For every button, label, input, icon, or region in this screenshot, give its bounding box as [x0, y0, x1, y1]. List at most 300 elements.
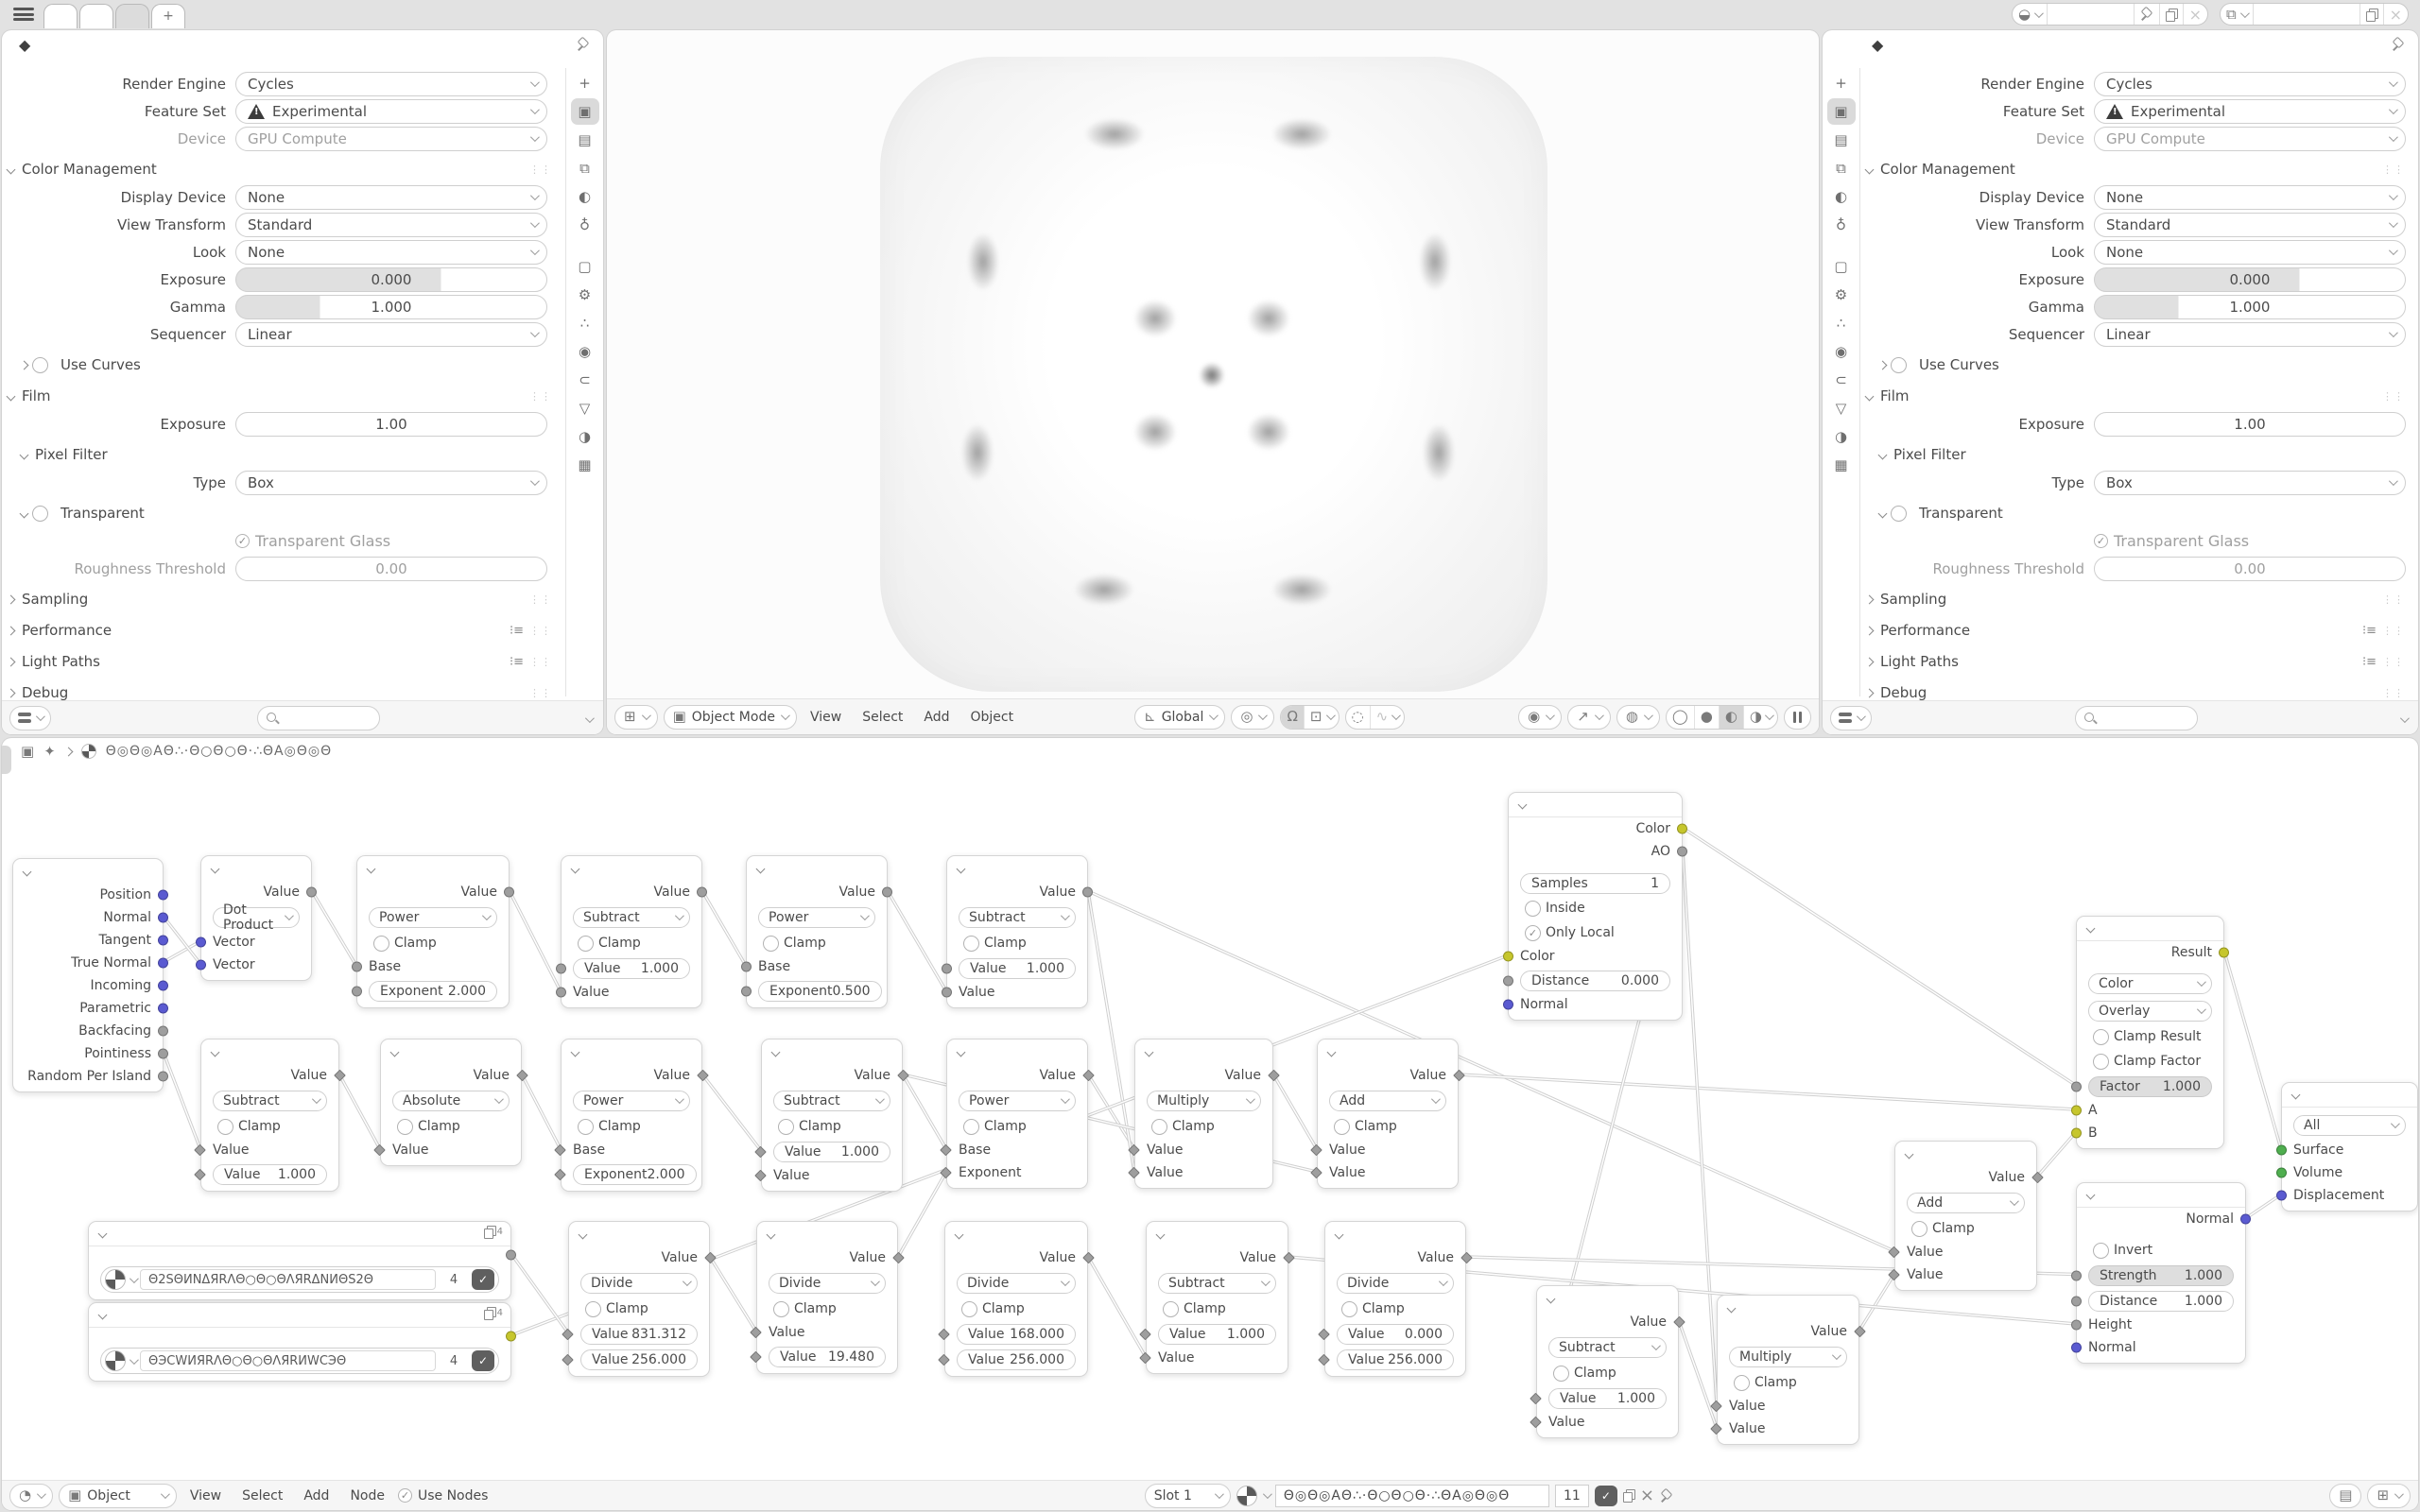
- list-options-icon[interactable]: ⁝≡: [509, 623, 524, 638]
- texture-name-field[interactable]: ΘЭСWИЯRΛΘ○Θ○ΘΛЯRИWСЭΘ: [140, 1350, 436, 1371]
- node-sub2[interactable]: [946, 855, 1088, 1008]
- node-div3[interactable]: [944, 1221, 1088, 1377]
- node-ao[interactable]: [1508, 792, 1683, 1021]
- tab-modifiers-icon[interactable]: ⚙: [1834, 286, 1848, 303]
- workspace-tab-3-active[interactable]: [115, 4, 149, 28]
- tab-object-data-icon[interactable]: ▽: [1835, 400, 1847, 417]
- section-performance[interactable]: [1866, 618, 2418, 643]
- tab-particles-icon[interactable]: ∴: [579, 315, 590, 332]
- node-value-field[interactable]: [959, 958, 1076, 979]
- property-select[interactable]: [2094, 322, 2406, 347]
- section-checkbox[interactable]: [1891, 357, 1907, 373]
- collapse-chevron-icon[interactable]: [771, 1047, 781, 1057]
- transparent-glass-checkbox[interactable]: ✓: [2094, 534, 2108, 548]
- menu-object[interactable]: Object: [970, 709, 1014, 725]
- tab-particles-icon[interactable]: ∴: [1836, 315, 1846, 332]
- socket-out[interactable]: [1677, 847, 1687, 857]
- snap-node-button[interactable]: ▤: [2329, 1484, 2361, 1508]
- collapse-chevron-icon[interactable]: [1156, 1229, 1166, 1239]
- node-header[interactable]: [1325, 1222, 1465, 1246]
- node-checkbox[interactable]: [763, 936, 779, 952]
- node-header[interactable]: [1718, 1296, 1858, 1320]
- node-sub1[interactable]: [561, 855, 702, 1008]
- node-enum-select[interactable]: [2293, 1115, 2406, 1136]
- tab-object-data-icon[interactable]: ▽: [579, 400, 591, 417]
- socket-out[interactable]: [2219, 948, 2229, 958]
- node-add2[interactable]: [1894, 1141, 2037, 1291]
- node-checkbox[interactable]: [585, 1301, 601, 1317]
- material-preview-icon[interactable]: [105, 1350, 126, 1371]
- scene-selector[interactable]: [2012, 3, 2208, 26]
- editor-type-button-shader[interactable]: ◔: [9, 1484, 53, 1508]
- tab-scene-icon[interactable]: ◐: [578, 188, 592, 205]
- node-value-field[interactable]: [369, 981, 497, 1002]
- socket-out[interactable]: [1677, 824, 1687, 834]
- material-browse-icon[interactable]: [1236, 1486, 1257, 1506]
- socket-out[interactable]: [158, 981, 168, 991]
- socket-out[interactable]: [697, 887, 707, 898]
- node-checkbox[interactable]: [373, 936, 389, 952]
- section-debug[interactable]: [8, 680, 565, 700]
- socket-in[interactable]: [2071, 1106, 2082, 1116]
- socket-in[interactable]: [2071, 1296, 2082, 1306]
- node-header[interactable]: [762, 1040, 902, 1064]
- section-transparent[interactable]: [1879, 501, 2418, 525]
- node-header[interactable]: [2077, 917, 2223, 941]
- socket-in[interactable]: [352, 986, 362, 996]
- socket-out[interactable]: [158, 1004, 168, 1014]
- overlays-button[interactable]: ◍: [1616, 705, 1660, 730]
- section-transparent[interactable]: [21, 501, 565, 525]
- collapse-chevron-icon[interactable]: [955, 1229, 964, 1239]
- node-enum-select[interactable]: [213, 902, 300, 933]
- snap-magnet-icon[interactable]: Ω: [1281, 706, 1304, 729]
- node-header[interactable]: [1147, 1222, 1288, 1246]
- property-select[interactable]: [235, 185, 547, 210]
- menu-select[interactable]: Select: [242, 1487, 284, 1503]
- node-header[interactable]: [13, 859, 163, 884]
- transparent-glass-checkbox[interactable]: ✓: [235, 534, 250, 548]
- tab-view-layer-icon[interactable]: ⧉: [1836, 160, 1846, 177]
- node-enum-select[interactable]: [1907, 1193, 2025, 1213]
- node-enum-select[interactable]: [773, 1091, 890, 1111]
- node-checkbox[interactable]: [1163, 1301, 1179, 1317]
- node-enum-select[interactable]: [1147, 1091, 1261, 1111]
- node-header[interactable]: [89, 1222, 510, 1246]
- node-bump[interactable]: [2076, 1182, 2246, 1364]
- workspace-add-tab[interactable]: +: [151, 4, 185, 28]
- node-enum-select[interactable]: [369, 907, 497, 928]
- section-pixel-filter[interactable]: [1879, 442, 2418, 467]
- viewlayer-name-field[interactable]: [2254, 4, 2360, 25]
- node-header[interactable]: [201, 1040, 338, 1064]
- texture-users-count[interactable]: 4: [449, 1272, 458, 1287]
- node-value-field[interactable]: [769, 1347, 886, 1367]
- shader-type-select[interactable]: ▣ Object: [59, 1484, 177, 1508]
- tab-constraints-icon[interactable]: ⊂: [579, 371, 591, 388]
- node-header[interactable]: [562, 856, 701, 881]
- scene-pin-icon[interactable]: [2135, 4, 2160, 25]
- collapse-chevron-icon[interactable]: [957, 1047, 966, 1057]
- node-header[interactable]: [562, 1040, 701, 1064]
- socket-in[interactable]: [942, 963, 952, 973]
- socket-out[interactable]: [882, 887, 892, 898]
- socket-in[interactable]: [2276, 1191, 2287, 1201]
- editor-type-button-properties[interactable]: [9, 706, 51, 730]
- collapse-chevron-icon[interactable]: [1547, 1294, 1556, 1303]
- property-select[interactable]: [2094, 99, 2406, 124]
- tab-tool-icon[interactable]: +: [579, 75, 591, 92]
- pin-properties-icon[interactable]: [577, 38, 590, 51]
- node-checkbox[interactable]: [1553, 1366, 1569, 1382]
- shading-material-button[interactable]: ◐: [1720, 706, 1744, 729]
- tab-physics-icon[interactable]: ◉: [578, 343, 592, 360]
- property-slider[interactable]: [2094, 267, 2406, 292]
- collapse-chevron-icon[interactable]: [23, 867, 32, 876]
- property-select[interactable]: [2094, 213, 2406, 237]
- node-tex1[interactable]: [88, 1221, 511, 1300]
- node-header[interactable]: [757, 1222, 897, 1246]
- node-mix[interactable]: [2076, 916, 2224, 1149]
- node-checkbox[interactable]: [1734, 1375, 1750, 1391]
- menu-node[interactable]: Node: [350, 1487, 385, 1503]
- node-enum-select[interactable]: [957, 1273, 1076, 1294]
- node-header[interactable]: [1135, 1040, 1272, 1064]
- viewlayer-copy-icon[interactable]: [2360, 4, 2384, 25]
- collapse-chevron-icon[interactable]: [1145, 1047, 1154, 1057]
- node-enum-select[interactable]: [580, 1273, 698, 1294]
- node-header[interactable]: [2077, 1183, 2245, 1208]
- node-enum-select[interactable]: [959, 1091, 1076, 1111]
- socket-out[interactable]: [158, 936, 168, 946]
- node-enum-select[interactable]: [1337, 1273, 1454, 1294]
- node-checkbox[interactable]: [2093, 1054, 2109, 1070]
- collapse-chevron-icon[interactable]: [756, 864, 766, 873]
- node-dot[interactable]: [200, 855, 312, 981]
- node-div2[interactable]: [756, 1221, 898, 1374]
- material-name-field[interactable]: Θ◎Θ◎АΘ∴·Θ○Θ○Θ·∴ΘА◎Θ◎Θ: [1275, 1485, 1549, 1507]
- collapse-chevron-icon[interactable]: [571, 864, 580, 873]
- node-pow1[interactable]: [356, 855, 510, 1008]
- node-enum-select[interactable]: [959, 907, 1076, 928]
- property-field[interactable]: [235, 557, 547, 581]
- properties-search-input[interactable]: [2075, 706, 2198, 730]
- editor-type-button[interactable]: ⊞: [614, 705, 658, 730]
- node-checkbox[interactable]: [397, 1119, 413, 1135]
- node-header[interactable]: [1537, 1286, 1678, 1311]
- collapse-chevron-icon[interactable]: [211, 1047, 220, 1057]
- socket-in[interactable]: [1503, 952, 1513, 962]
- socket-in[interactable]: [741, 962, 752, 972]
- node-enum-select[interactable]: [1548, 1337, 1667, 1358]
- collapse-chevron-icon[interactable]: [2291, 1091, 2301, 1100]
- collapse-chevron-icon[interactable]: [957, 864, 966, 873]
- node-value-field[interactable]: [580, 1324, 698, 1345]
- node-add1[interactable]: [1317, 1039, 1459, 1189]
- shading-wireframe-button[interactable]: ◯: [1667, 706, 1695, 729]
- section-film[interactable]: [8, 384, 565, 408]
- viewlayer-icon[interactable]: ⧉: [2221, 4, 2254, 25]
- node-pow2[interactable]: [746, 855, 888, 1008]
- viewlayer-selector[interactable]: [2220, 3, 2409, 26]
- node-header[interactable]: [89, 1303, 510, 1328]
- section-color-management[interactable]: [1866, 157, 2418, 181]
- socket-out[interactable]: [504, 887, 514, 898]
- node-enum-select[interactable]: [573, 907, 690, 928]
- node-enum-select[interactable]: [392, 1091, 510, 1111]
- socket-in[interactable]: [741, 986, 752, 996]
- node-header[interactable]: [357, 856, 509, 881]
- properties-search-input[interactable]: [257, 706, 380, 730]
- node-mul2[interactable]: [1717, 1295, 1859, 1445]
- property-slider[interactable]: [2094, 295, 2406, 319]
- section-sampling[interactable]: [8, 587, 565, 611]
- node-div1[interactable]: [568, 1221, 710, 1377]
- node-value-field[interactable]: [2088, 1291, 2234, 1312]
- node-header[interactable]: [1895, 1142, 2036, 1166]
- collapse-chevron-icon[interactable]: [579, 1229, 588, 1239]
- property-field[interactable]: [2094, 557, 2406, 581]
- node-value-field[interactable]: [773, 1142, 890, 1162]
- socket-out[interactable]: [1082, 887, 1093, 898]
- node-header[interactable]: [947, 856, 1087, 881]
- tab-object-icon[interactable]: ▢: [1834, 258, 1848, 275]
- node-enum-select[interactable]: [573, 1091, 690, 1111]
- node-mul1[interactable]: [1134, 1039, 1273, 1189]
- collapse-button[interactable]: [585, 709, 592, 727]
- menu-add[interactable]: Add: [924, 709, 950, 725]
- tab-constraints-icon[interactable]: ⊂: [1835, 371, 1847, 388]
- socket-in[interactable]: [942, 988, 952, 998]
- node-value-field[interactable]: [580, 1349, 698, 1370]
- proportional-edit-group[interactable]: [1345, 705, 1406, 730]
- tab-object-icon[interactable]: ▢: [578, 258, 592, 275]
- node-checkbox[interactable]: [1151, 1119, 1167, 1135]
- tab-material-icon[interactable]: ◑: [1834, 428, 1848, 445]
- node-value-field[interactable]: [2088, 1265, 2234, 1286]
- node-header[interactable]: [2282, 1083, 2417, 1108]
- shading-rendered-button[interactable]: ◑: [1744, 706, 1777, 729]
- collapse-chevron-icon[interactable]: [1905, 1149, 1914, 1159]
- collapse-chevron-icon[interactable]: [1327, 1047, 1337, 1057]
- node-value-field[interactable]: [758, 981, 882, 1002]
- property-select[interactable]: [2094, 471, 2406, 495]
- material-preview-icon[interactable]: [105, 1269, 126, 1290]
- node-enum-select[interactable]: [1158, 1273, 1276, 1294]
- node-value-field[interactable]: [957, 1324, 1076, 1345]
- node-value-field[interactable]: [573, 1164, 697, 1185]
- property-select[interactable]: [2094, 72, 2406, 96]
- node-sub3[interactable]: [200, 1039, 339, 1192]
- texture-name-field[interactable]: Θ2SΘИNΔЯRΛΘ○Θ○ΘΛЯRΔNИΘS2Θ: [140, 1269, 436, 1290]
- socket-in[interactable]: [2071, 1270, 2082, 1280]
- node-header[interactable]: [381, 1040, 521, 1064]
- scene-copy-icon[interactable]: [2160, 4, 2184, 25]
- node-value-field[interactable]: [2088, 1076, 2212, 1097]
- collapse-chevron-icon[interactable]: [2086, 924, 2096, 934]
- node-enum-select[interactable]: [758, 907, 875, 928]
- node-checkbox[interactable]: [1525, 901, 1541, 917]
- workspace-tab-2[interactable]: [79, 4, 113, 28]
- section-checkbox[interactable]: [32, 506, 48, 522]
- fake-user-shield-button[interactable]: ✓: [1595, 1486, 1617, 1506]
- socket-in[interactable]: [352, 962, 362, 972]
- viewport-canvas[interactable]: [607, 30, 1819, 698]
- socket-in[interactable]: [556, 988, 566, 998]
- menu-select[interactable]: Select: [862, 709, 904, 725]
- section-checkbox[interactable]: [32, 357, 48, 373]
- socket-in[interactable]: [556, 963, 566, 973]
- socket-out[interactable]: [2240, 1214, 2251, 1225]
- tab-texture-icon[interactable]: ▦: [578, 456, 592, 473]
- node-value-field[interactable]: [573, 958, 690, 979]
- node-sub4[interactable]: [761, 1039, 903, 1192]
- node-value-field[interactable]: [1520, 971, 1670, 991]
- node-value-field[interactable]: [1548, 1388, 1667, 1409]
- tab-render-icon[interactable]: ▣: [1827, 98, 1856, 125]
- proportional-icon[interactable]: ◌: [1346, 706, 1371, 729]
- tab-render-icon[interactable]: ▣: [571, 98, 599, 125]
- node-abs1[interactable]: [380, 1039, 522, 1166]
- list-options-icon[interactable]: ⁝≡: [2361, 654, 2377, 669]
- tab-world-icon[interactable]: ♁: [1836, 216, 1846, 233]
- section-use-curves[interactable]: [21, 352, 565, 377]
- property-select[interactable]: [235, 72, 547, 96]
- pause-render-button[interactable]: [1784, 705, 1811, 730]
- unlink-material-icon[interactable]: ×: [1639, 1486, 1654, 1505]
- node-header[interactable]: [201, 856, 311, 881]
- property-slider[interactable]: [235, 295, 547, 319]
- section-pixel-filter[interactable]: [21, 442, 565, 467]
- node-checkbox[interactable]: [963, 1119, 979, 1135]
- collapse-chevron-icon[interactable]: [211, 864, 220, 873]
- use-nodes-checkbox[interactable]: ✓ Use Nodes: [398, 1488, 488, 1503]
- scene-close-icon[interactable]: ×: [2188, 5, 2202, 24]
- tab-physics-icon[interactable]: ◉: [1834, 343, 1848, 360]
- node-checkbox[interactable]: [1341, 1301, 1357, 1317]
- shading-solid-button[interactable]: ●: [1695, 706, 1720, 729]
- socket-out[interactable]: [506, 1332, 516, 1342]
- node-checkbox[interactable]: [578, 936, 594, 952]
- node-checkbox[interactable]: [773, 1301, 789, 1317]
- node-checkbox[interactable]: [778, 1119, 794, 1135]
- section-debug[interactable]: [1866, 680, 2418, 700]
- section-color-management[interactable]: [8, 157, 565, 181]
- socket-out[interactable]: [306, 887, 317, 898]
- shading-mode-group[interactable]: [1666, 705, 1778, 730]
- property-select[interactable]: [2094, 127, 2406, 151]
- collapse-chevron-icon[interactable]: [1518, 800, 1528, 810]
- node-geometry[interactable]: [12, 858, 164, 1092]
- tab-scene-icon[interactable]: ◐: [1834, 188, 1848, 205]
- property-select[interactable]: [235, 322, 547, 347]
- tab-output-icon[interactable]: ▤: [578, 131, 592, 148]
- node-checkbox[interactable]: [1334, 1119, 1350, 1135]
- node-checkbox[interactable]: ✓: [1525, 925, 1541, 941]
- menu-view[interactable]: View: [189, 1487, 222, 1503]
- node-header[interactable]: [569, 1222, 709, 1246]
- socket-in[interactable]: [1503, 975, 1513, 986]
- section-performance[interactable]: [8, 618, 565, 643]
- tab-modifiers-icon[interactable]: ⚙: [578, 286, 592, 303]
- property-field[interactable]: [235, 412, 547, 437]
- node-enum-select[interactable]: [2088, 1001, 2212, 1022]
- slot-select[interactable]: Slot 1: [1145, 1484, 1231, 1508]
- property-select[interactable]: [235, 471, 547, 495]
- collapse-button[interactable]: [2400, 709, 2407, 727]
- scene-icon[interactable]: ◒: [2013, 4, 2048, 25]
- socket-out[interactable]: [158, 958, 168, 969]
- node-checkbox[interactable]: [578, 1119, 594, 1135]
- mode-select[interactable]: ▣ Object Mode: [664, 705, 797, 730]
- node-header[interactable]: [747, 856, 887, 881]
- socket-in[interactable]: [2071, 1320, 2082, 1331]
- node-out[interactable]: [2281, 1082, 2418, 1211]
- node-enum-select[interactable]: [1329, 1091, 1446, 1111]
- socket-in[interactable]: [196, 937, 206, 948]
- node-pow3[interactable]: [561, 1039, 702, 1192]
- property-select[interactable]: [235, 213, 547, 237]
- node-value-field[interactable]: [957, 1349, 1076, 1370]
- property-select[interactable]: [235, 240, 547, 265]
- socket-in[interactable]: [2276, 1145, 2287, 1156]
- grid-options-button[interactable]: ⊞: [2367, 1484, 2411, 1508]
- node-value-field[interactable]: [1520, 873, 1670, 894]
- tab-tool-icon[interactable]: +: [1835, 75, 1847, 92]
- collapse-chevron-icon[interactable]: [767, 1229, 776, 1239]
- snapping-group[interactable]: [1280, 705, 1339, 730]
- node-header[interactable]: [945, 1222, 1087, 1246]
- node-enum-select[interactable]: [769, 1273, 886, 1294]
- pivot-point-select[interactable]: ◎: [1231, 705, 1274, 730]
- node-value-field[interactable]: [1158, 1324, 1276, 1345]
- socket-in[interactable]: [2071, 1081, 2082, 1091]
- node-div4[interactable]: [1324, 1221, 1466, 1377]
- section-checkbox[interactable]: [1891, 506, 1907, 522]
- shader-node-editor[interactable]: [2, 738, 2418, 1510]
- new-material-copy-icon[interactable]: [1623, 1489, 1634, 1502]
- section-use-curves[interactable]: [1879, 352, 2418, 377]
- transform-orientation-select[interactable]: ⊾ Global: [1134, 705, 1225, 730]
- section-sampling[interactable]: [1866, 587, 2418, 611]
- property-field[interactable]: [2094, 412, 2406, 437]
- collapse-chevron-icon[interactable]: [1727, 1303, 1737, 1313]
- collapse-chevron-icon[interactable]: [390, 1047, 400, 1057]
- socket-in[interactable]: [1503, 1000, 1513, 1010]
- node-header[interactable]: [1318, 1040, 1458, 1064]
- socket-out[interactable]: [506, 1250, 516, 1261]
- gizmos-button[interactable]: ↗: [1567, 705, 1611, 730]
- node-checkbox[interactable]: [1911, 1221, 1927, 1237]
- collapse-chevron-icon[interactable]: [1335, 1229, 1344, 1239]
- property-select[interactable]: [2094, 240, 2406, 265]
- collapse-chevron-icon[interactable]: [98, 1311, 108, 1320]
- node-checkbox[interactable]: [963, 936, 979, 952]
- node-checkbox[interactable]: [217, 1119, 233, 1135]
- view-object-types-button[interactable]: ◉: [1518, 705, 1562, 730]
- socket-in[interactable]: [2276, 1168, 2287, 1178]
- collapse-chevron-icon[interactable]: [367, 864, 376, 873]
- node-value-field[interactable]: [1337, 1349, 1454, 1370]
- node-checkbox[interactable]: [2093, 1243, 2109, 1259]
- tab-texture-icon[interactable]: ▦: [1834, 456, 1848, 473]
- socket-out[interactable]: [158, 1049, 168, 1059]
- node-enum-select[interactable]: [213, 1091, 327, 1111]
- node-header[interactable]: [1509, 793, 1682, 817]
- collapse-chevron-icon[interactable]: [2086, 1191, 2096, 1200]
- property-select[interactable]: [2094, 185, 2406, 210]
- falloff-icon[interactable]: ∿: [1371, 706, 1405, 729]
